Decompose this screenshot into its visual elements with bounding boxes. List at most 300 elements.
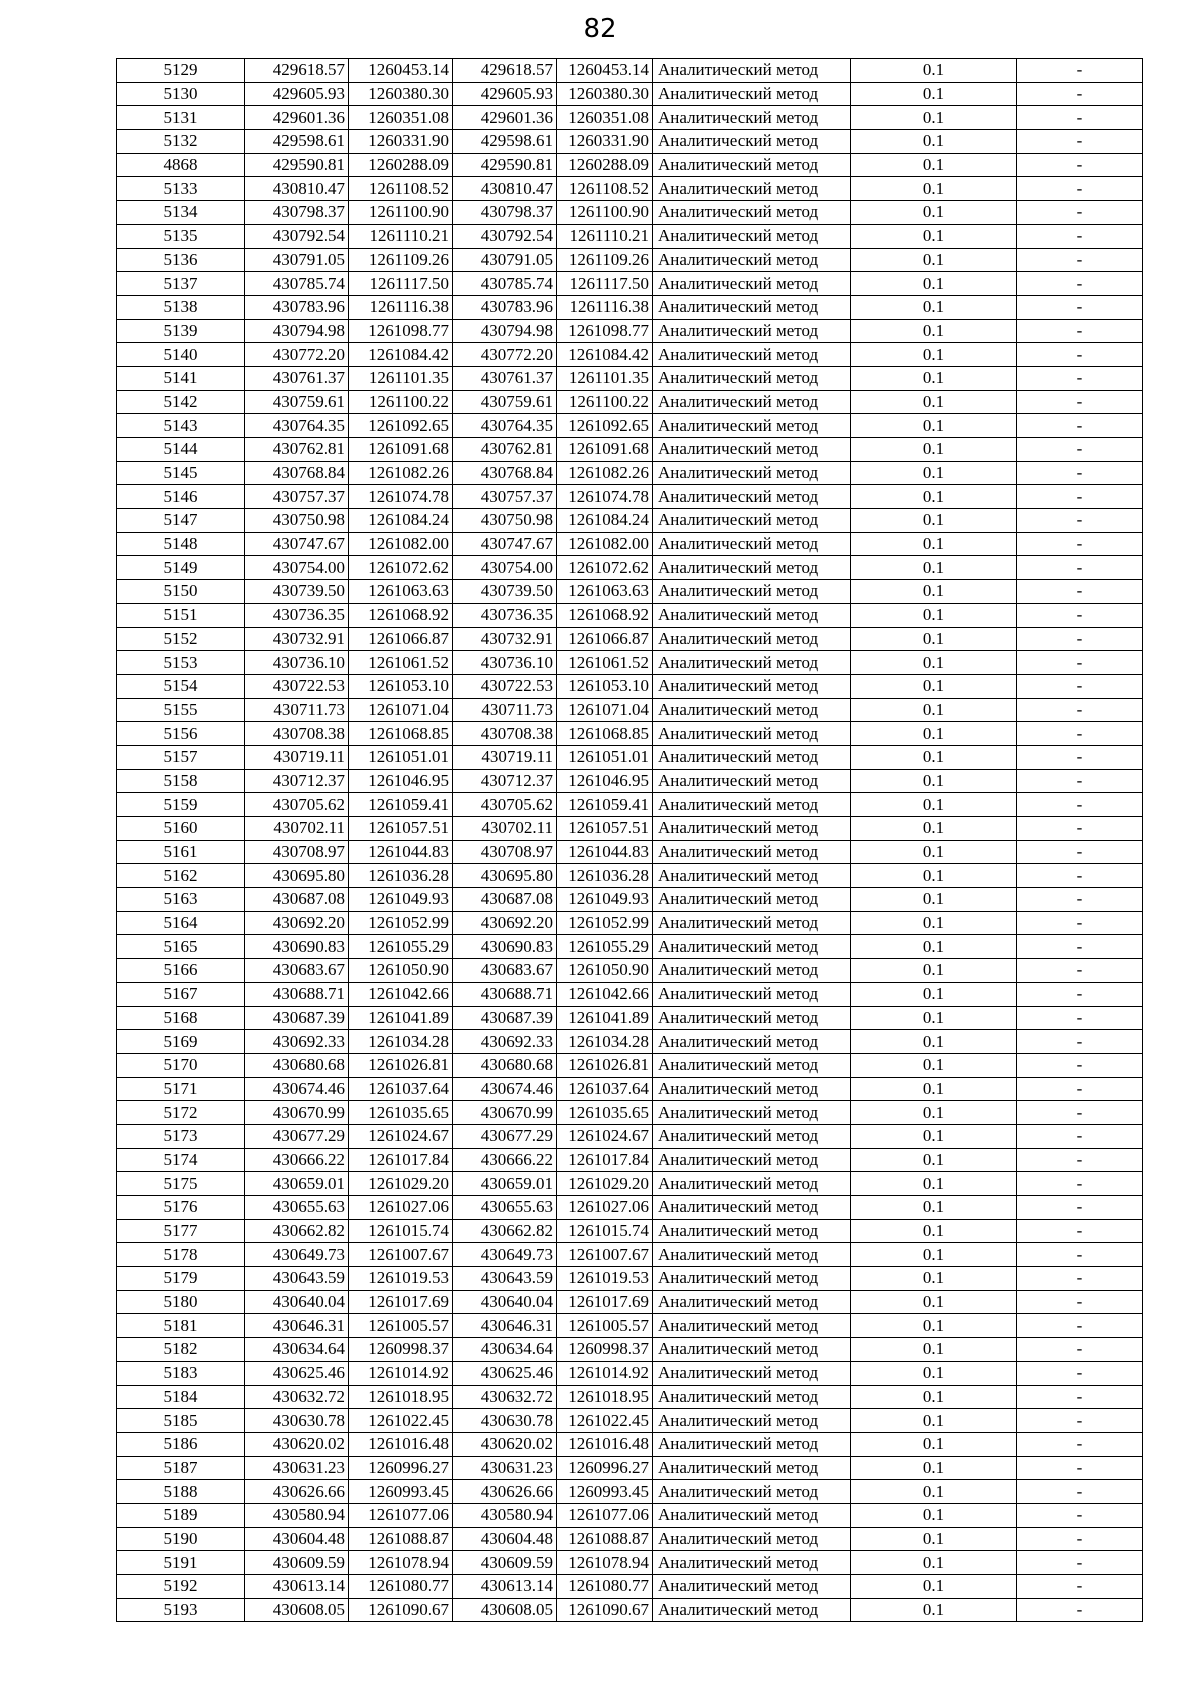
x-new-cell: 430768.84 [453, 461, 557, 485]
y-old-cell: 1261019.53 [349, 1267, 453, 1291]
y-old-cell: 1261055.29 [349, 935, 453, 959]
method-cell: Аналитический метод [653, 745, 851, 769]
note-cell: - [1017, 840, 1143, 864]
y-old-cell: 1261071.04 [349, 698, 453, 722]
x-new-cell: 429618.57 [453, 59, 557, 83]
y-old-cell: 1261017.69 [349, 1290, 453, 1314]
x-new-cell: 430609.59 [453, 1551, 557, 1575]
x-old-cell: 430687.08 [245, 888, 349, 912]
y-new-cell: 1260996.27 [557, 1456, 653, 1480]
x-old-cell: 430739.50 [245, 580, 349, 604]
table-row [117, 272, 1143, 296]
note-cell: - [1017, 769, 1143, 793]
accuracy-cell: 0.1 [851, 130, 1017, 154]
accuracy-cell: 0.1 [851, 1551, 1017, 1575]
x-new-cell: 430674.46 [453, 1077, 557, 1101]
y-new-cell: 1261017.69 [557, 1290, 653, 1314]
point-number-cell: 5160 [117, 817, 245, 841]
x-new-cell: 430798.37 [453, 201, 557, 225]
note-cell: - [1017, 1290, 1143, 1314]
note-cell: - [1017, 1077, 1143, 1101]
x-old-cell: 429601.36 [245, 106, 349, 130]
note-cell: - [1017, 864, 1143, 888]
y-new-cell: 1261109.26 [557, 248, 653, 272]
y-old-cell: 1261072.62 [349, 556, 453, 580]
accuracy-cell: 0.1 [851, 1385, 1017, 1409]
x-old-cell: 430690.83 [245, 935, 349, 959]
method-cell: Аналитический метод [653, 272, 851, 296]
accuracy-cell: 0.1 [851, 343, 1017, 367]
y-new-cell: 1261042.66 [557, 982, 653, 1006]
method-cell: Аналитический метод [653, 295, 851, 319]
x-old-cell: 430702.11 [245, 817, 349, 841]
y-new-cell: 1261071.04 [557, 698, 653, 722]
table-row [117, 603, 1143, 627]
y-new-cell: 1261022.45 [557, 1409, 653, 1433]
x-old-cell: 430722.53 [245, 674, 349, 698]
x-old-cell: 430791.05 [245, 248, 349, 272]
table-row [117, 59, 1143, 83]
x-new-cell: 430630.78 [453, 1409, 557, 1433]
accuracy-cell: 0.1 [851, 461, 1017, 485]
note-cell: - [1017, 888, 1143, 912]
y-old-cell: 1261084.24 [349, 509, 453, 533]
accuracy-cell: 0.1 [851, 1219, 1017, 1243]
accuracy-cell: 0.1 [851, 1361, 1017, 1385]
y-new-cell: 1261015.74 [557, 1219, 653, 1243]
x-new-cell: 430736.10 [453, 651, 557, 675]
y-old-cell: 1261018.95 [349, 1385, 453, 1409]
accuracy-cell: 0.1 [851, 935, 1017, 959]
method-cell: Аналитический метод [653, 1503, 851, 1527]
x-old-cell: 430580.94 [245, 1503, 349, 1527]
method-cell: Аналитический метод [653, 224, 851, 248]
method-cell: Аналитический метод [653, 817, 851, 841]
method-cell: Аналитический метод [653, 911, 851, 935]
y-old-cell: 1261034.28 [349, 1030, 453, 1054]
accuracy-cell: 0.1 [851, 153, 1017, 177]
note-cell: - [1017, 485, 1143, 509]
table-row [117, 864, 1143, 888]
x-new-cell: 430692.33 [453, 1030, 557, 1054]
x-new-cell: 430759.61 [453, 390, 557, 414]
method-cell: Аналитический метод [653, 698, 851, 722]
table-row [117, 627, 1143, 651]
method-cell: Аналитический метод [653, 651, 851, 675]
y-old-cell: 1261092.65 [349, 414, 453, 438]
x-new-cell: 430687.08 [453, 888, 557, 912]
y-old-cell: 1261053.10 [349, 674, 453, 698]
x-old-cell: 430792.54 [245, 224, 349, 248]
method-cell: Аналитический метод [653, 390, 851, 414]
x-old-cell: 430762.81 [245, 438, 349, 462]
x-new-cell: 430764.35 [453, 414, 557, 438]
method-cell: Аналитический метод [653, 1077, 851, 1101]
table-row [117, 509, 1143, 533]
x-new-cell: 430702.11 [453, 817, 557, 841]
y-new-cell: 1260351.08 [557, 106, 653, 130]
y-old-cell: 1261098.77 [349, 319, 453, 343]
x-new-cell: 430662.82 [453, 1219, 557, 1243]
y-new-cell: 1261026.81 [557, 1053, 653, 1077]
x-old-cell: 430750.98 [245, 509, 349, 533]
table-row [117, 580, 1143, 604]
table-row [117, 793, 1143, 817]
x-new-cell: 430580.94 [453, 1503, 557, 1527]
x-old-cell: 430772.20 [245, 343, 349, 367]
x-old-cell: 430708.97 [245, 840, 349, 864]
table-row [117, 1290, 1143, 1314]
accuracy-cell: 0.1 [851, 982, 1017, 1006]
accuracy-cell: 0.1 [851, 295, 1017, 319]
y-new-cell: 1261007.67 [557, 1243, 653, 1267]
note-cell: - [1017, 1243, 1143, 1267]
x-new-cell: 430666.22 [453, 1148, 557, 1172]
method-cell: Аналитический метод [653, 1575, 851, 1599]
accuracy-cell: 0.1 [851, 1124, 1017, 1148]
table-row [117, 343, 1143, 367]
x-old-cell: 429598.61 [245, 130, 349, 154]
x-new-cell: 430708.38 [453, 722, 557, 746]
x-old-cell: 430688.71 [245, 982, 349, 1006]
table-row [117, 769, 1143, 793]
table-row [117, 248, 1143, 272]
note-cell: - [1017, 59, 1143, 83]
x-new-cell: 430695.80 [453, 864, 557, 888]
x-new-cell: 429598.61 [453, 130, 557, 154]
y-new-cell: 1261005.57 [557, 1314, 653, 1338]
table-row [117, 177, 1143, 201]
table-row [117, 745, 1143, 769]
accuracy-cell: 0.1 [851, 840, 1017, 864]
point-number-cell: 5149 [117, 556, 245, 580]
method-cell: Аналитический метод [653, 106, 851, 130]
note-cell: - [1017, 674, 1143, 698]
note-cell: - [1017, 1172, 1143, 1196]
y-old-cell: 1261116.38 [349, 295, 453, 319]
point-number-cell: 5142 [117, 390, 245, 414]
y-new-cell: 1261098.77 [557, 319, 653, 343]
x-old-cell: 430732.91 [245, 627, 349, 651]
point-number-cell: 5133 [117, 177, 245, 201]
y-old-cell: 1261046.95 [349, 769, 453, 793]
x-old-cell: 430662.82 [245, 1219, 349, 1243]
method-cell: Аналитический метод [653, 438, 851, 462]
y-new-cell: 1261100.22 [557, 390, 653, 414]
y-new-cell: 1261084.24 [557, 509, 653, 533]
y-new-cell: 1260288.09 [557, 153, 653, 177]
x-old-cell: 430794.98 [245, 319, 349, 343]
x-old-cell: 430798.37 [245, 201, 349, 225]
y-old-cell: 1260996.27 [349, 1456, 453, 1480]
x-old-cell: 430609.59 [245, 1551, 349, 1575]
y-old-cell: 1261015.74 [349, 1219, 453, 1243]
point-number-cell: 5165 [117, 935, 245, 959]
note-cell: - [1017, 1006, 1143, 1030]
x-new-cell: 430613.14 [453, 1575, 557, 1599]
x-old-cell: 430659.01 [245, 1172, 349, 1196]
method-cell: Аналитический метод [653, 532, 851, 556]
point-number-cell: 5144 [117, 438, 245, 462]
y-new-cell: 1261052.99 [557, 911, 653, 935]
y-new-cell: 1261053.10 [557, 674, 653, 698]
accuracy-cell: 0.1 [851, 1267, 1017, 1291]
x-old-cell: 430783.96 [245, 295, 349, 319]
method-cell: Аналитический метод [653, 1172, 851, 1196]
accuracy-cell: 0.1 [851, 1290, 1017, 1314]
point-number-cell: 5190 [117, 1527, 245, 1551]
y-new-cell: 1261018.95 [557, 1385, 653, 1409]
point-number-cell: 5156 [117, 722, 245, 746]
accuracy-cell: 0.1 [851, 201, 1017, 225]
x-new-cell: 430690.83 [453, 935, 557, 959]
accuracy-cell: 0.1 [851, 1575, 1017, 1599]
x-old-cell: 430620.02 [245, 1432, 349, 1456]
table-row [117, 722, 1143, 746]
table-row [117, 1432, 1143, 1456]
accuracy-cell: 0.1 [851, 1077, 1017, 1101]
table-row [117, 911, 1143, 935]
accuracy-cell: 0.1 [851, 177, 1017, 201]
note-cell: - [1017, 1385, 1143, 1409]
point-number-cell: 5167 [117, 982, 245, 1006]
x-old-cell: 430810.47 [245, 177, 349, 201]
accuracy-cell: 0.1 [851, 272, 1017, 296]
x-new-cell: 430711.73 [453, 698, 557, 722]
table-row [117, 1243, 1143, 1267]
accuracy-cell: 0.1 [851, 722, 1017, 746]
point-number-cell: 5163 [117, 888, 245, 912]
table-row [117, 1196, 1143, 1220]
method-cell: Аналитический метод [653, 82, 851, 106]
note-cell: - [1017, 603, 1143, 627]
point-number-cell: 5146 [117, 485, 245, 509]
point-number-cell: 5154 [117, 674, 245, 698]
method-cell: Аналитический метод [653, 343, 851, 367]
y-old-cell: 1261050.90 [349, 959, 453, 983]
point-number-cell: 5174 [117, 1148, 245, 1172]
y-old-cell: 1261080.77 [349, 1575, 453, 1599]
y-old-cell: 1261082.26 [349, 461, 453, 485]
x-new-cell: 429601.36 [453, 106, 557, 130]
point-number-cell: 5182 [117, 1338, 245, 1362]
point-number-cell: 5150 [117, 580, 245, 604]
note-cell: - [1017, 793, 1143, 817]
y-new-cell: 1261078.94 [557, 1551, 653, 1575]
y-new-cell: 1261024.67 [557, 1124, 653, 1148]
accuracy-cell: 0.1 [851, 1314, 1017, 1338]
note-cell: - [1017, 935, 1143, 959]
x-new-cell: 430712.37 [453, 769, 557, 793]
y-old-cell: 1261082.00 [349, 532, 453, 556]
x-old-cell: 430649.73 [245, 1243, 349, 1267]
y-new-cell: 1261049.93 [557, 888, 653, 912]
x-old-cell: 430625.46 [245, 1361, 349, 1385]
point-number-cell: 5161 [117, 840, 245, 864]
y-old-cell: 1261052.99 [349, 911, 453, 935]
method-cell: Аналитический метод [653, 1196, 851, 1220]
accuracy-cell: 0.1 [851, 769, 1017, 793]
y-old-cell: 1261007.67 [349, 1243, 453, 1267]
method-cell: Аналитический метод [653, 1243, 851, 1267]
x-new-cell: 430792.54 [453, 224, 557, 248]
y-old-cell: 1261026.81 [349, 1053, 453, 1077]
x-old-cell: 430747.67 [245, 532, 349, 556]
x-old-cell: 429618.57 [245, 59, 349, 83]
method-cell: Аналитический метод [653, 153, 851, 177]
method-cell: Аналитический метод [653, 1124, 851, 1148]
x-old-cell: 430695.80 [245, 864, 349, 888]
x-new-cell: 429605.93 [453, 82, 557, 106]
accuracy-cell: 0.1 [851, 888, 1017, 912]
table-row [117, 651, 1143, 675]
table-row [117, 1503, 1143, 1527]
y-new-cell: 1261101.35 [557, 366, 653, 390]
method-cell: Аналитический метод [653, 982, 851, 1006]
y-old-cell: 1261061.52 [349, 651, 453, 675]
x-new-cell: 430677.29 [453, 1124, 557, 1148]
x-old-cell: 430631.23 [245, 1456, 349, 1480]
table-row [117, 390, 1143, 414]
method-cell: Аналитический метод [653, 935, 851, 959]
y-old-cell: 1261078.94 [349, 1551, 453, 1575]
table-row [117, 224, 1143, 248]
table-row [117, 959, 1143, 983]
x-new-cell: 430680.68 [453, 1053, 557, 1077]
y-old-cell: 1261041.89 [349, 1006, 453, 1030]
table-row [117, 982, 1143, 1006]
table-row [117, 1124, 1143, 1148]
note-cell: - [1017, 461, 1143, 485]
y-new-cell: 1261092.65 [557, 414, 653, 438]
x-old-cell: 429605.93 [245, 82, 349, 106]
method-cell: Аналитический метод [653, 461, 851, 485]
method-cell: Аналитический метод [653, 1598, 851, 1622]
table-row [117, 1480, 1143, 1504]
y-new-cell: 1261035.65 [557, 1101, 653, 1125]
table-row [117, 1172, 1143, 1196]
page-number: 82 [583, 14, 617, 44]
method-cell: Аналитический метод [653, 177, 851, 201]
y-old-cell: 1261090.67 [349, 1598, 453, 1622]
y-old-cell: 1261108.52 [349, 177, 453, 201]
note-cell: - [1017, 106, 1143, 130]
table-row [117, 1409, 1143, 1433]
note-cell: - [1017, 1409, 1143, 1433]
method-cell: Аналитический метод [653, 509, 851, 533]
y-new-cell: 1261074.78 [557, 485, 653, 509]
y-new-cell: 1261017.84 [557, 1148, 653, 1172]
accuracy-cell: 0.1 [851, 1053, 1017, 1077]
x-old-cell: 430632.72 [245, 1385, 349, 1409]
accuracy-cell: 0.1 [851, 1101, 1017, 1125]
y-old-cell: 1261022.45 [349, 1409, 453, 1433]
table-row [117, 1314, 1143, 1338]
y-new-cell: 1261117.50 [557, 272, 653, 296]
method-cell: Аналитический метод [653, 793, 851, 817]
accuracy-cell: 0.1 [851, 438, 1017, 462]
table-row [117, 817, 1143, 841]
point-number-cell: 5175 [117, 1172, 245, 1196]
y-old-cell: 1261017.84 [349, 1148, 453, 1172]
accuracy-cell: 0.1 [851, 414, 1017, 438]
point-number-cell: 5141 [117, 366, 245, 390]
accuracy-cell: 0.1 [851, 959, 1017, 983]
x-old-cell: 430712.37 [245, 769, 349, 793]
point-number-cell: 5137 [117, 272, 245, 296]
x-old-cell: 430757.37 [245, 485, 349, 509]
accuracy-cell: 0.1 [851, 1172, 1017, 1196]
x-old-cell: 430666.22 [245, 1148, 349, 1172]
method-cell: Аналитический метод [653, 627, 851, 651]
note-cell: - [1017, 1030, 1143, 1054]
method-cell: Аналитический метод [653, 603, 851, 627]
note-cell: - [1017, 1575, 1143, 1599]
accuracy-cell: 0.1 [851, 556, 1017, 580]
y-old-cell: 1261005.57 [349, 1314, 453, 1338]
method-cell: Аналитический метод [653, 864, 851, 888]
table-row [117, 319, 1143, 343]
note-cell: - [1017, 698, 1143, 722]
y-new-cell: 1261100.90 [557, 201, 653, 225]
point-number-cell: 5140 [117, 343, 245, 367]
note-cell: - [1017, 1196, 1143, 1220]
y-old-cell: 1261049.93 [349, 888, 453, 912]
accuracy-cell: 0.1 [851, 1527, 1017, 1551]
y-new-cell: 1261063.63 [557, 580, 653, 604]
method-cell: Аналитический метод [653, 580, 851, 604]
x-new-cell: 430670.99 [453, 1101, 557, 1125]
x-new-cell: 430754.00 [453, 556, 557, 580]
table-row [117, 1456, 1143, 1480]
accuracy-cell: 0.1 [851, 864, 1017, 888]
table-row [117, 1101, 1143, 1125]
x-old-cell: 430613.14 [245, 1575, 349, 1599]
x-old-cell: 430655.63 [245, 1196, 349, 1220]
method-cell: Аналитический метод [653, 1148, 851, 1172]
method-cell: Аналитический метод [653, 888, 851, 912]
method-cell: Аналитический метод [653, 1480, 851, 1504]
x-old-cell: 430680.68 [245, 1053, 349, 1077]
y-old-cell: 1261068.85 [349, 722, 453, 746]
x-new-cell: 430732.91 [453, 627, 557, 651]
note-cell: - [1017, 1053, 1143, 1077]
y-old-cell: 1261100.90 [349, 201, 453, 225]
accuracy-cell: 0.1 [851, 603, 1017, 627]
method-cell: Аналитический метод [653, 1527, 851, 1551]
note-cell: - [1017, 1503, 1143, 1527]
accuracy-cell: 0.1 [851, 532, 1017, 556]
point-number-cell: 5185 [117, 1409, 245, 1433]
x-new-cell: 430620.02 [453, 1432, 557, 1456]
x-old-cell: 430711.73 [245, 698, 349, 722]
note-cell: - [1017, 1101, 1143, 1125]
x-new-cell: 430762.81 [453, 438, 557, 462]
x-old-cell: 430692.20 [245, 911, 349, 935]
y-old-cell: 1260288.09 [349, 153, 453, 177]
accuracy-cell: 0.1 [851, 1432, 1017, 1456]
point-number-cell: 5173 [117, 1124, 245, 1148]
note-cell: - [1017, 556, 1143, 580]
y-old-cell: 1260331.90 [349, 130, 453, 154]
x-new-cell: 430683.67 [453, 959, 557, 983]
y-new-cell: 1261051.01 [557, 745, 653, 769]
table-row [117, 461, 1143, 485]
x-new-cell: 430632.72 [453, 1385, 557, 1409]
y-new-cell: 1261088.87 [557, 1527, 653, 1551]
x-new-cell: 430655.63 [453, 1196, 557, 1220]
x-new-cell: 430634.64 [453, 1338, 557, 1362]
